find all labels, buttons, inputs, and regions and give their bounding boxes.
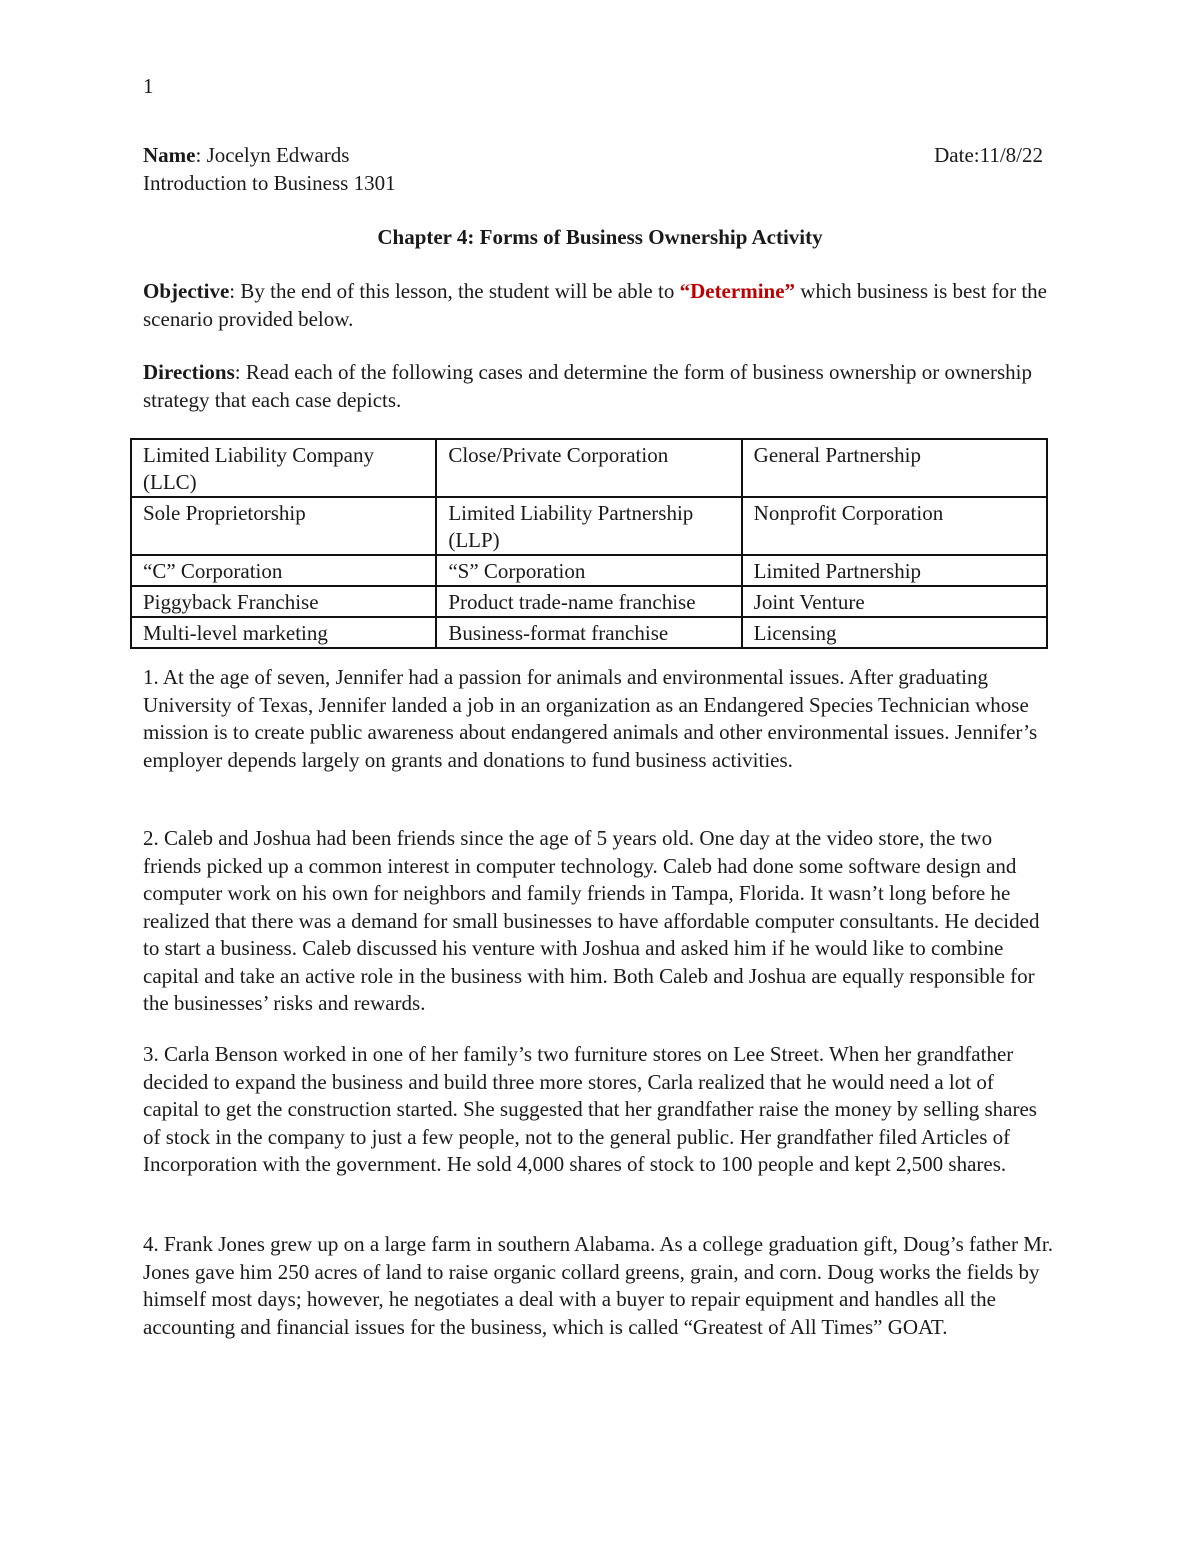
table-cell: Multi-level marketing <box>131 617 436 648</box>
name-value: : Jocelyn Edwards <box>195 143 350 167</box>
table-cell: “S” Corporation <box>436 555 741 586</box>
table-cell: Limited Liability Company (LLC) <box>131 439 436 497</box>
table-row <box>131 617 1047 648</box>
table-cell: Licensing <box>742 617 1047 648</box>
table-cell: Product trade-name franchise <box>436 586 741 617</box>
table-cell: Joint Venture <box>742 586 1047 617</box>
case-4-paragraph: 4. Frank Jones grew up on a large farm in southern Alabama. As a college graduation gift, Doug’s father Mr. Jones gave him 250 acres of land to raise organic collard greens, grain, and corn. Doug works the fields by himself most days; however, he negotiates a deal with a buyer to repair equipment and handles all the accounting and financial issues for the business, which is called “Greatest of All Times” GOAT. <box>143 1232 1053 1339</box>
directions-paragraph <box>143 359 1053 414</box>
table-cell: Sole Proprietorship <box>131 497 436 555</box>
header-row <box>143 143 1043 168</box>
ownership-forms-table <box>130 438 1048 649</box>
table-cell: Business-format franchise <box>436 617 741 648</box>
directions-label: Directions <box>143 360 235 384</box>
course-name: Introduction to Business 1301 <box>143 171 396 195</box>
table-cell: General Partnership <box>742 439 1047 497</box>
case-2-paragraph: 2. Caleb and Joshua had been friends since the age of 5 years old. One day at the video store, the two friends picked up a common interest in computer technology. Caleb had done some software design and computer work on his own for neighbors and family friends in Tampa, Florida. It wasn’t long before he realized that there was a demand for small businesses to have affordable computer consultants. He decided to start a business. Caleb discussed his venture with Joshua and asked him if he would like to combine capital and take an active role in the business with him. Both Caleb and Joshua are equally responsible for the businesses’ risks and rewards. <box>143 826 1040 1015</box>
objective-paragraph <box>143 278 1053 333</box>
objective-highlight: “Determine” <box>679 279 796 303</box>
objective-label: Objective <box>143 279 230 303</box>
table-cell: Piggyback Franchise <box>131 586 436 617</box>
table-cell: “C” Corporation <box>131 555 436 586</box>
table-cell: Limited Partnership <box>742 555 1047 586</box>
table-cell: Nonprofit Corporation <box>742 497 1047 555</box>
page-number: 1 <box>143 74 154 98</box>
table-cell: Limited Liability Partnership (LLP) <box>436 497 741 555</box>
table-row <box>131 497 1047 555</box>
table-row <box>131 555 1047 586</box>
objective-text-after: which business is best for the scenario provided below. <box>143 279 1048 331</box>
case-1-paragraph: 1. At the age of seven, Jennifer had a passion for animals and environmental issues. After graduating University of Texas, Jennifer landed a job in an organization as an Endangered Species Technician whose mission is to create public awareness about endangered animals and other environmental issues. Jennifer’s employer depends largely on grants and donations to fund business activities. <box>143 665 1038 772</box>
case-3-paragraph: 3. Carla Benson worked in one of her family’s two furniture stores on Lee Street. When her grandfather decided to expand the business and build three more stores, Carla realized that he would need a lot of capital to get the construction started. She suggested that her grandfather raise the money by selling shares of stock in the company to just a few people, not to the general public. Her grandfather filed Articles of Incorporation with the government. He sold 4,000 shares of stock to 100 people and kept 2,500 shares. <box>143 1042 1037 1176</box>
directions-text: : Read each of the following cases and determine the form of business ownership or ownership strategy that each case depicts. <box>143 360 1032 412</box>
table-row <box>131 586 1047 617</box>
date-field: Date:11/8/22 <box>934 143 1043 167</box>
table-row <box>131 439 1047 497</box>
objective-text-before: : By the end of this lesson, the student will be able to <box>229 279 680 303</box>
table-cell: Close/Private Corporation <box>436 439 741 497</box>
name-label: Name <box>143 143 196 167</box>
student-name <box>143 143 349 167</box>
page-title: Chapter 4: Forms of Business Ownership Activity <box>377 225 823 249</box>
